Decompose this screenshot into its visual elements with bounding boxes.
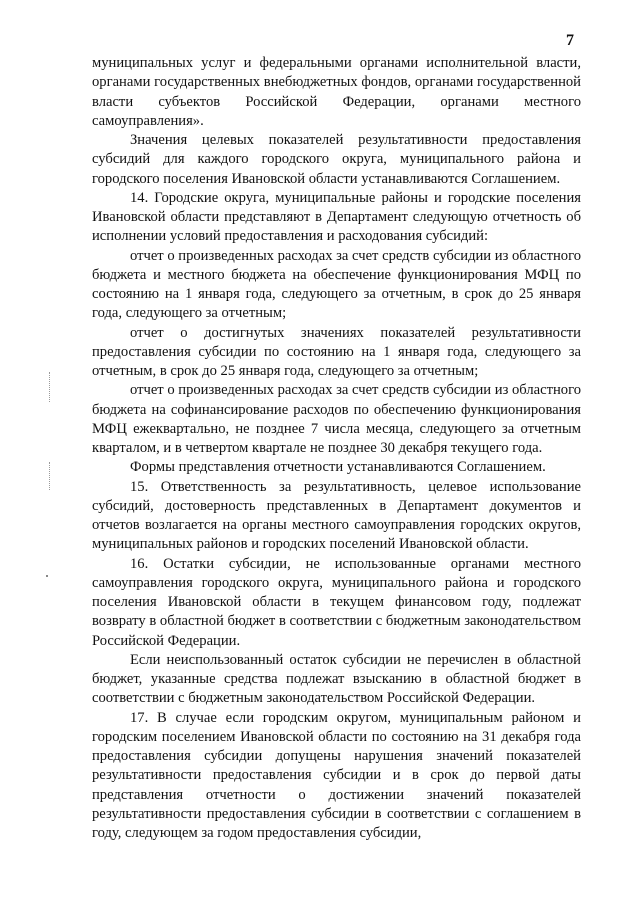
paragraph-target-indicators: Значения целевых показателей результативности предоставления субсидий для каждого городского округа, муниципального района и городского поселения Ивановской области устанавливаются Соглашением. [92, 132, 581, 187]
paragraph-continuation: муниципальных услуг и федеральными органами исполнительной власти, органами государственных внебюджетных фондов, органами государственной власти субъектов Российской Федерации, органами местного самоуправления». [92, 55, 581, 129]
paragraph-unused-balance: Если неиспользованный остаток субсидии не перечислен в областной бюджет, указанные средства подлежат взысканию в областной бюджет в соответствии с бюджетным законодательством Российской Федерации. [92, 651, 581, 707]
paragraph-report-expenses: отчет о произведенных расходах за счет средств субсидии из областного бюджета и местного бюджета на обеспечение функционирования МФЦ по состоянию на 1 января года, следующего за отчетным, в срок до 25 января года, следующего за отчетным; [92, 247, 581, 322]
paragraph-16: 16. Остатки субсидии, не использованные органами местного самоуправления городского округа, муниципального района и городского поселения Ивановской области в текущем финансовом году, подлежат возврату в областной бюджет в соответствии с бюджетным законодательством Российской Федерации. [92, 555, 581, 649]
paragraph-report-indicators: отчет о достигнутых значениях показателей результативности предоставления субсидии по состоянию на 1 января года, следующего за отчетным, в срок до 25 января года, следующего за отчетным; [92, 324, 581, 379]
paragraph-report-quarterly: отчет о произведенных расходах за счет средств субсидии из областного бюджета на софинансирование расходов по обеспечению функционирования МФЦ ежеквартально, не позднее 7 числа месяца, следующего за отчетным кварталом, и в четвертом квартале не позднее 30 декабря текущего года. [92, 382, 581, 456]
left-margin-scan-mark [49, 462, 51, 490]
left-margin-scan-spot [46, 575, 48, 577]
document-body [92, 54, 581, 843]
paragraph-15: 15. Ответственность за результативность, целевое использование субсидий, достоверность представленных в Департамент документов и отчетов возлагается на органы местного самоуправления городских округов, муниципальных районов и городских поселений Ивановской области. [92, 478, 581, 553]
paragraph-17: 17. В случае если городским округом, муниципальным районом и городским поселением Ивановской области по состоянию на 31 декабря года предоставления субсидии допущены нарушения значений показателей результативности предоставления субсидии и в срок до первой даты представления отчетности о достижении значений показателей результативности предоставления субсидии в соответствии с соглашением в году, следующем за годом предоставления субсидии, [92, 709, 581, 841]
page-number: 7 [566, 32, 574, 49]
left-margin-scan-mark [49, 372, 51, 402]
paragraph-report-forms: Формы представления отчетности устанавливаются Соглашением. [130, 459, 546, 476]
paragraph-14: 14. Городские округа, муниципальные районы и городские поселения Ивановской области представляют в Департамент следующую отчетность об исполнении условий предоставления и расходования субсидий: [92, 189, 581, 245]
